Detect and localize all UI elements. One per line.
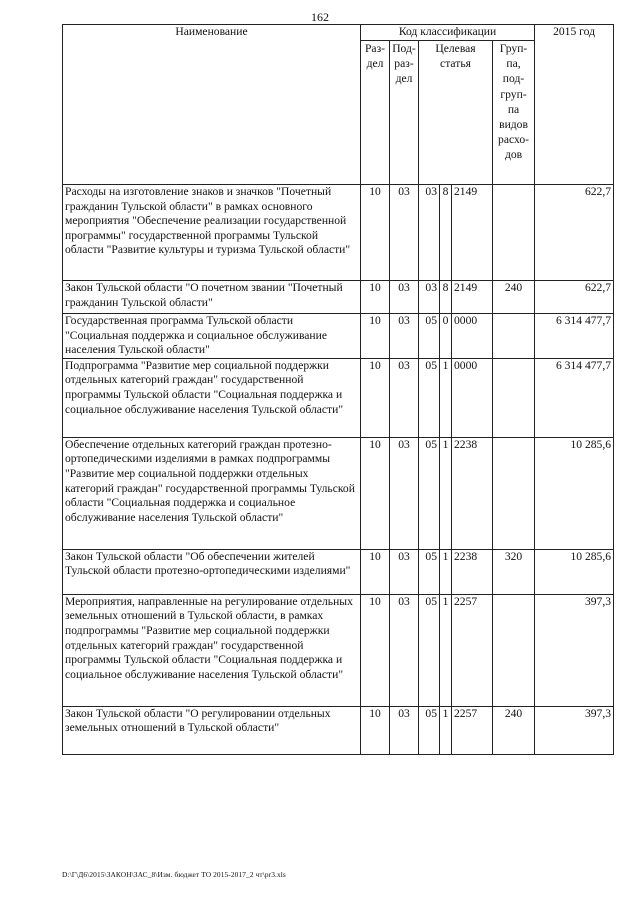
row-razdel: 10 — [361, 358, 390, 437]
file-path-footer: D:\Г\Д6\2015\ЗАКОН\ЗАС_8\Изм. бюджет ТО 2015-2017_2 чт\pr3.xls — [62, 870, 286, 879]
row-target-program: 03 — [419, 185, 440, 281]
row-amount: 10 285,6 — [535, 437, 614, 549]
row-name: Обеспечение отдельных категорий граждан протезно-ортопедическими изделиями в рамках подпрограммы "Развитие мер социальной поддержки отдельных категорий граждан" государственной программы Тульской области "Социальная поддержка и социальное обслуживание населения Тульской области" — [63, 437, 361, 549]
row-razdel: 10 — [361, 594, 390, 706]
table-row — [63, 594, 614, 706]
row-target-program: 05 — [419, 549, 440, 594]
header-razdel: Раз- дел — [361, 41, 390, 185]
row-amount: 397,3 — [535, 706, 614, 754]
row-podrazdel: 03 — [390, 549, 419, 594]
row-amount: 397,3 — [535, 594, 614, 706]
header-podrazdel: Под- раз- дел — [390, 41, 419, 185]
budget-table — [62, 24, 614, 755]
row-target-program: 05 — [419, 358, 440, 437]
row-target-program: 05 — [419, 706, 440, 754]
row-target-direction: 2149 — [452, 281, 493, 314]
table-row — [63, 281, 614, 314]
row-razdel: 10 — [361, 437, 390, 549]
row-target-subprogram: 1 — [440, 358, 452, 437]
table-row — [63, 314, 614, 359]
row-target-subprogram: 8 — [440, 281, 452, 314]
table-row — [63, 358, 614, 437]
header-year: 2015 год — [535, 25, 614, 185]
table-body — [63, 185, 614, 755]
table-row — [63, 549, 614, 594]
row-target-direction: 2238 — [452, 437, 493, 549]
row-podrazdel: 03 — [390, 314, 419, 359]
row-target-program: 03 — [419, 281, 440, 314]
row-target-subprogram: 0 — [440, 314, 452, 359]
row-target-subprogram: 1 — [440, 706, 452, 754]
row-podrazdel: 03 — [390, 437, 419, 549]
row-podrazdel: 03 — [390, 594, 419, 706]
row-target-subprogram: 1 — [440, 549, 452, 594]
row-expense-group — [493, 314, 535, 359]
row-amount: 622,7 — [535, 281, 614, 314]
row-amount: 622,7 — [535, 185, 614, 281]
row-name: Закон Тульской области "О регулировании отдельных земельных отношений в Тульской области" — [63, 706, 361, 754]
row-amount: 6 314 477,7 — [535, 358, 614, 437]
row-razdel: 10 — [361, 706, 390, 754]
row-name: Расходы на изготовление знаков и значков "Почетный гражданин Тульской области" в рамках основного мероприятия "Обеспечение реализации государственной программы" государственной программы Тульской области "Развитие культуры и туризма Тульской области" — [63, 185, 361, 281]
row-amount: 10 285,6 — [535, 549, 614, 594]
row-expense-group — [493, 185, 535, 281]
header-target-article: Целевая статья — [419, 41, 493, 185]
row-razdel: 10 — [361, 281, 390, 314]
row-expense-group: 320 — [493, 549, 535, 594]
row-name: Закон Тульской области "Об обеспечении жителей Тульской области протезно-ортопедическими изделиями" — [63, 549, 361, 594]
row-target-direction: 0000 — [452, 314, 493, 359]
row-name: Закон Тульской области "О почетном звании "Почетный гражданин Тульской области" — [63, 281, 361, 314]
table-row — [63, 185, 614, 281]
row-target-direction: 2238 — [452, 549, 493, 594]
table-row — [63, 437, 614, 549]
row-target-direction: 2257 — [452, 706, 493, 754]
row-razdel: 10 — [361, 185, 390, 281]
row-podrazdel: 03 — [390, 185, 419, 281]
row-target-direction: 0000 — [452, 358, 493, 437]
row-target-program: 05 — [419, 437, 440, 549]
row-razdel: 10 — [361, 549, 390, 594]
row-target-direction: 2149 — [452, 185, 493, 281]
row-target-subprogram: 1 — [440, 437, 452, 549]
row-amount: 6 314 477,7 — [535, 314, 614, 359]
row-expense-group: 240 — [493, 281, 535, 314]
row-expense-group: 240 — [493, 706, 535, 754]
page-number: 162 — [311, 10, 329, 24]
header-name: Наименование — [63, 25, 361, 185]
table-row — [63, 706, 614, 754]
row-podrazdel: 03 — [390, 281, 419, 314]
row-target-program: 05 — [419, 314, 440, 359]
row-expense-group — [493, 437, 535, 549]
row-razdel: 10 — [361, 314, 390, 359]
row-target-subprogram: 8 — [440, 185, 452, 281]
header-expense-group: Груп- па, под- груп- па видов расхо- дов — [493, 41, 535, 185]
header-classification-code: Код классификации — [361, 25, 535, 41]
row-podrazdel: 03 — [390, 706, 419, 754]
row-target-direction: 2257 — [452, 594, 493, 706]
row-expense-group — [493, 594, 535, 706]
row-expense-group — [493, 358, 535, 437]
row-target-program: 05 — [419, 594, 440, 706]
row-name: Государственная программа Тульской области "Социальная поддержка и социальное обслуживание населения Тульской области" — [63, 314, 361, 359]
row-name: Подпрограмма "Развитие мер социальной поддержки отдельных категорий граждан" государственной программы Тульской области "Социальная поддержка и социальное обслуживание населения Тульской области" — [63, 358, 361, 437]
row-target-subprogram: 1 — [440, 594, 452, 706]
row-name: Мероприятия, направленные на регулирование отдельных земельных отношений в Тульской области, в рамках подпрограммы "Развитие мер социальной поддержки отдельных категорий граждан" государственной программы Тульской области "Социальная поддержка и социальное обслуживание населения Тульской области" — [63, 594, 361, 706]
row-podrazdel: 03 — [390, 358, 419, 437]
